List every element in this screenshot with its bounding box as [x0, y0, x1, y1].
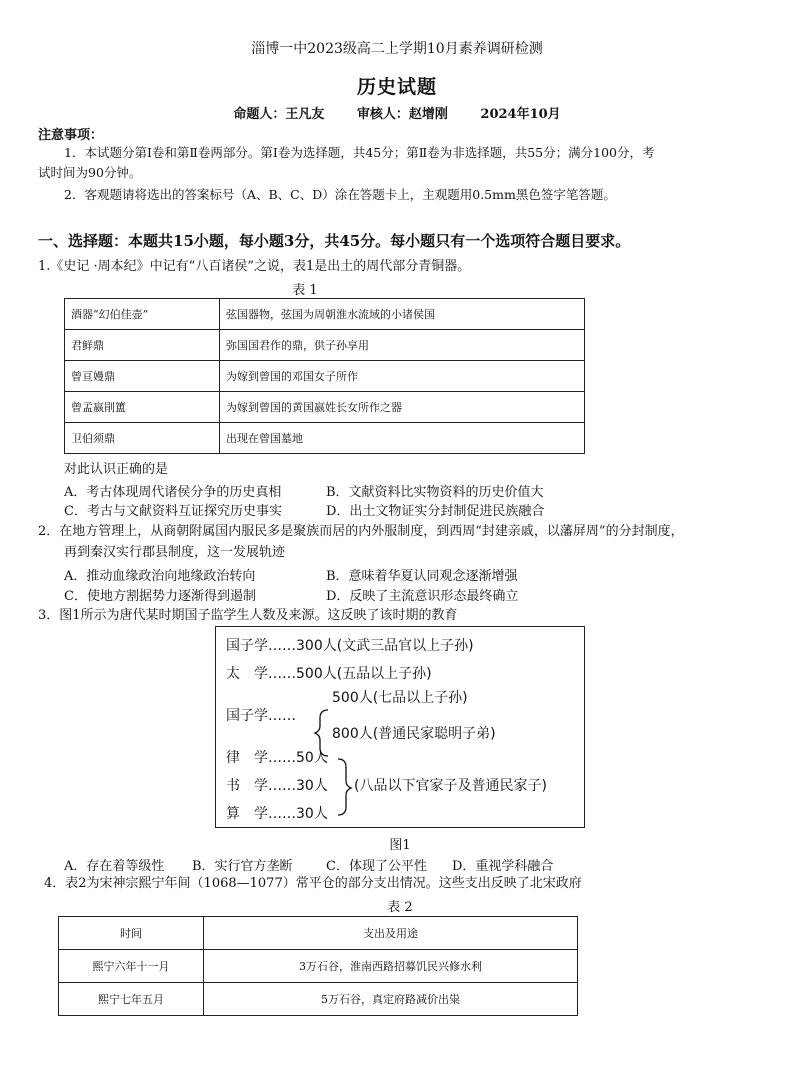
table1-cell-artifact: 曾亘嫚鼎 — [65, 361, 220, 392]
fig-row-suanxue: 算 学……30人 — [226, 806, 328, 822]
notice-item-1-line-2: 试时间为90分钟。 — [38, 165, 142, 180]
table2-caption: 表 2 — [387, 900, 413, 915]
q1-option-c: C．考古与文献资料互证探究历史事实 — [64, 504, 282, 519]
section-1-title: 一、选择题：本题共15小题，每小题3分，共45分。每小题只有一个选项符合题目要求。 — [38, 232, 631, 250]
table-row — [59, 950, 578, 983]
fig-row-taixue: 太 学……500人(五品以上子孙) — [226, 666, 432, 682]
table-row — [65, 361, 585, 392]
fig-row-guozixue-500: 500人(七品以上子孙) — [332, 690, 468, 706]
table1-cell-artifact: 君鲜鼎 — [65, 330, 220, 361]
q3-stem: 3．图1所示为唐代某时期国子监学生人数及来源。这反映了该时期的教育 — [38, 608, 458, 623]
q1-question: 对此认识正确的是 — [64, 462, 169, 477]
table1-cell-artifact: 曾孟嬴剈簠 — [65, 392, 220, 423]
table2 — [58, 916, 578, 1016]
table2-header-use: 支出及用途 — [204, 917, 578, 950]
fig-group-note: (八品以下官家子及普通民家子) — [354, 778, 547, 794]
fig-row-guozixue-300: 国子学……300人(文武三品官以上子孙) — [226, 638, 474, 654]
q1-stem: 1.《史记 ·周本纪》中记有“八百诸侯”之说，表1是出土的周代部分青铜器。 — [38, 259, 471, 274]
q3-option-a: A．存在着等级性 — [64, 859, 165, 874]
q2-option-d: D．反映了主流意识形态最终确立 — [326, 589, 519, 604]
authors-line — [0, 103, 794, 122]
table-row — [65, 423, 585, 454]
q2-stem-line-2: 再到秦汉实行郡县制度，这一发展轨迹 — [64, 545, 286, 560]
table-row — [65, 330, 585, 361]
table2-header-row — [59, 917, 578, 950]
table-row — [59, 983, 578, 1016]
notice-item-1-line-1: 1．本试题分第Ⅰ卷和第Ⅱ卷两部分。第Ⅰ卷为选择题，共45分；第Ⅱ卷为非选择题，共55分；满分100分，考 — [64, 145, 655, 160]
q1-option-a: A．考古体现周代诸侯分争的历史真相 — [64, 485, 282, 500]
table2-header-time: 时间 — [59, 917, 204, 950]
table2-cell-time: 熙宁七年五月 — [59, 983, 204, 1016]
table2-cell-time: 熙宁六年十一月 — [59, 950, 204, 983]
figure-1 — [215, 626, 585, 828]
table1-cell-description: 为嫁到曾国的邓国女子所作 — [220, 361, 585, 392]
q2-option-c: C．使地方割据势力逐渐得到遏制 — [64, 589, 256, 604]
q2-option-a: A．推动血缘政治向地缘政治转向 — [64, 569, 256, 584]
q3-option-b: B．实行官方垄断 — [192, 859, 293, 874]
table-row — [65, 299, 585, 330]
table1 — [64, 298, 585, 454]
q2-option-b: B．意味着华夏认同观念逐渐增强 — [326, 569, 518, 584]
table1-cell-artifact: 卫伯须鼎 — [65, 423, 220, 454]
table2-cell-use: 5万石谷，真定府路减价出粜 — [204, 983, 578, 1016]
fig-row-guozixue-800: 800人(普通民家聪明子弟) — [332, 726, 496, 742]
subject-title: 历史试题 — [356, 76, 437, 98]
table2-cell-use: 3万石谷，淮南西路招募饥民兴修水利 — [204, 950, 578, 983]
figure-1-caption: 图1 — [389, 838, 411, 853]
table1-cell-description: 为嫁到曾国的黄国嬴姓长女所作之器 — [220, 392, 585, 423]
reviewer: 审核人：赵增刚 — [356, 107, 448, 122]
table-row — [65, 392, 585, 423]
q2-stem-line-1: 2．在地方管理上，从商朝附属国内服民多是聚族而居的内外服制度，到西周“封建亲戚，以藩屏周”的分封制度， — [38, 524, 684, 539]
exam-date: 2024年10月 — [480, 107, 561, 122]
fig-row-lvxue: 律 学……50人 — [226, 750, 328, 766]
q3-option-c: C．体现了公平性 — [326, 859, 427, 874]
author: 命题人：王凡友 — [233, 107, 325, 122]
exam-title: 淄博一中2023级高二上学期10月素养调研检测 — [251, 41, 543, 57]
fig-row-guozixue-label: 国子学…… — [226, 708, 296, 724]
table1-cell-description: 弦国器物，弦国为周朝淮水流域的小诸侯国 — [220, 299, 585, 330]
notice-item-2: 2．客观题请将选出的答案标号（A、B、C、D）涂在答题卡上，主观题用0.5mm黑色签字笔答题。 — [64, 187, 616, 202]
q4-stem: 4．表2为宋神宗熙宁年间（1068—1077）常平仓的部分支出情况。这些支出反映了北宋政府 — [44, 876, 582, 891]
q3-option-d: D．重视学科融合 — [452, 859, 554, 874]
table1-cell-description: 出现在曾国墓地 — [220, 423, 585, 454]
table1-caption: 表 1 — [292, 283, 318, 298]
table1-cell-artifact: 酒器“幻伯佳壶” — [65, 299, 220, 330]
brace-right — [338, 759, 351, 815]
notice-title: 注意事项： — [38, 128, 104, 143]
fig-row-shuxue: 书 学……30人 — [226, 778, 328, 794]
q1-option-d: D．出土文物证实分封制促进民族融合 — [326, 504, 545, 519]
table1-cell-description: 弥国国君作的鼎，供子孙享用 — [220, 330, 585, 361]
q1-option-b: B．文献资料比实物资料的历史价值大 — [326, 485, 544, 500]
